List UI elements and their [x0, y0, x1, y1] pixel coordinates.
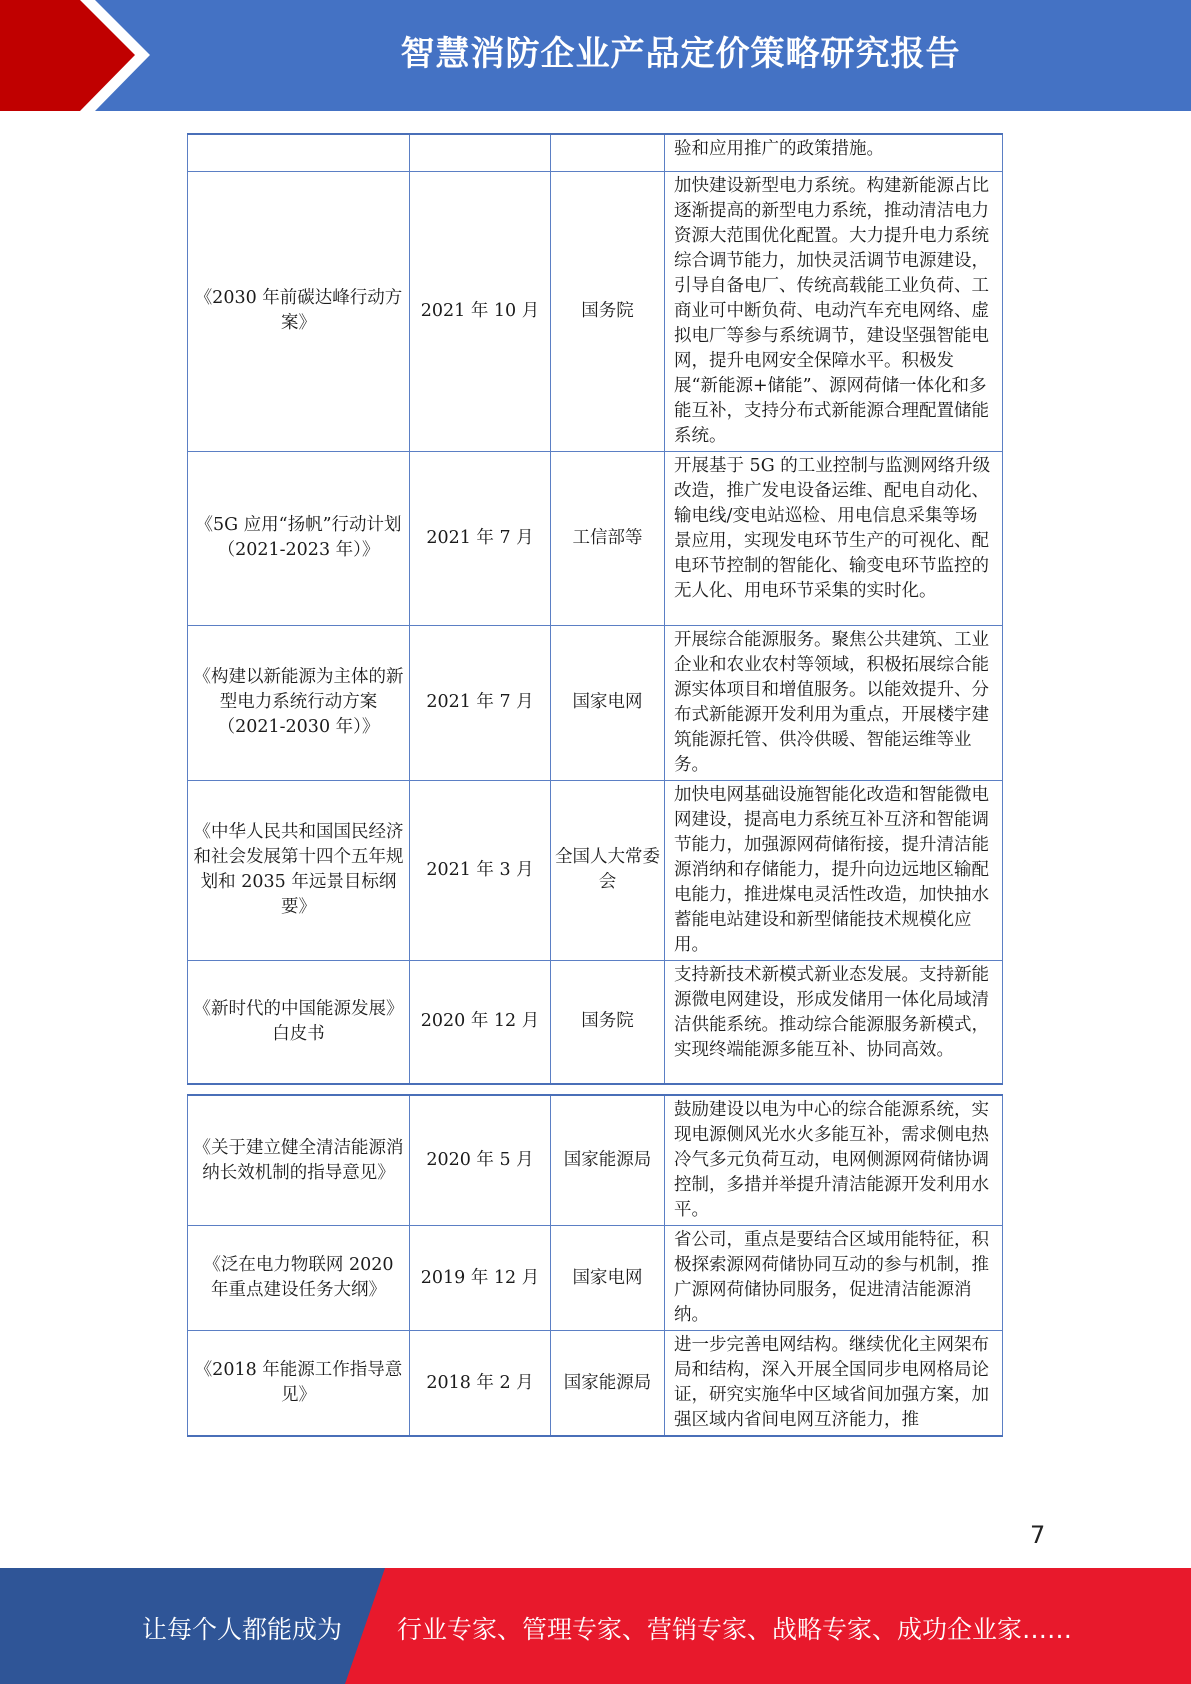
policy-document-cell: 《中华人民共和国国民经济和社会发展第十四个五年规划和 2035 年远景目标纲要》	[188, 780, 410, 960]
policy-content-cell: 开展基于 5G 的工业控制与监测网络升级改造，推广发电设备运维、配电自动化、输电线/变电站巡检、用电信息采集等场景应用，实现发电环节生产的可视化、配电环节控制的智能化、输变电环节监控的无人化、用电环节采集的实时化。	[665, 451, 1003, 625]
policy-content-cell: 支持新技术新模式新业态发展。支持新能源微电网建设，形成发储用一体化局域清洁供能系统。推动综合能源服务新模式，实现终端能源多能互补、协同高效。	[665, 960, 1003, 1084]
policy-document-cell: 《2030 年前碳达峰行动方案》	[188, 171, 410, 451]
table-row	[188, 171, 1003, 451]
table-row	[188, 625, 1003, 780]
policy-date-cell: 2021 年 10 月	[410, 171, 551, 451]
table-row	[188, 451, 1003, 625]
table-row	[188, 1095, 1003, 1226]
policy-date-cell: 2018 年 2 月	[410, 1331, 551, 1437]
policy-content-cell: 进一步完善电网结构。继续优化主网架布局和结构，深入开展全国同步电网格局论证，研究实施华中区域省间加强方案，加强区域内省间电网互济能力，推	[665, 1331, 1003, 1437]
report-title: 智慧消防企业产品定价策略研究报告	[400, 34, 961, 74]
policy-issuer-cell: 国家能源局	[551, 1331, 665, 1437]
page-header	[0, 0, 1191, 111]
table-row	[188, 1226, 1003, 1331]
page-footer	[0, 1568, 1191, 1684]
policy-content-cell: 鼓励建设以电为中心的综合能源系统，实现电源侧风光水火多能互补，需求侧电热冷气多元负荷互动，电网侧源网荷储协调控制，多措并举提升清洁能源开发利用水平。	[665, 1095, 1003, 1226]
table-row	[188, 960, 1003, 1084]
policy-document-cell: 《构建以新能源为主体的新型电力系统行动方案（2021-2030 年）》	[188, 625, 410, 780]
policy-date-cell: 2020 年 5 月	[410, 1095, 551, 1226]
policy-date-cell: 2021 年 7 月	[410, 625, 551, 780]
policy-content-cell: 加快建设新型电力系统。构建新能源占比逐渐提高的新型电力系统，推动清洁电力资源大范围优化配置。大力提升电力系统综合调节能力，加快灵活调节电源建设，引导自备电厂、传统高载能工业负荷、工商业可中断负荷、电动汽车充电网络、虚拟电厂等参与系统调节，建设坚强智能电网，提升电网安全保障水平。积极发展“新能源+储能”、源网荷储一体化和多能互补，支持分布式新能源合理配置储能系统。	[665, 171, 1003, 451]
policy-issuer-cell: 国务院	[551, 960, 665, 1084]
policy-document-cell: 《泛在电力物联网 2020 年重点建设任务大纲》	[188, 1226, 410, 1331]
policy-document-cell: 《2018 年能源工作指导意见》	[188, 1331, 410, 1437]
table-row	[188, 780, 1003, 960]
policy-document-cell	[188, 134, 410, 171]
table-row	[188, 134, 1003, 171]
policy-issuer-cell: 工信部等	[551, 451, 665, 625]
policy-document-cell: 《关于建立健全清洁能源消纳长效机制的指导意见》	[188, 1095, 410, 1226]
policy-date-cell: 2019 年 12 月	[410, 1226, 551, 1331]
policy-table-part-1	[187, 133, 1003, 1085]
policy-document-cell: 《新时代的中国能源发展》白皮书	[188, 960, 410, 1084]
policy-document-cell: 《5G 应用“扬帆”行动计划（2021-2023 年）》	[188, 451, 410, 625]
policy-date-cell: 2020 年 12 月	[410, 960, 551, 1084]
footer-slogan-right: 行业专家、管理专家、营销专家、战略专家、成功企业家……	[397, 1615, 1073, 1644]
policy-content-cell: 开展综合能源服务。聚焦公共建筑、工业企业和农业农村等领域，积极拓展综合能源实体项目和增值服务。以能效提升、分布式新能源开发利用为重点，开展楼宇建筑能源托管、供冷供暖、智能运维等业务。	[665, 625, 1003, 780]
table-row	[188, 1331, 1003, 1437]
policy-table-part-2	[187, 1094, 1003, 1437]
page-number: 7	[1030, 1521, 1046, 1549]
policy-issuer-cell: 国家能源局	[551, 1095, 665, 1226]
policy-date-cell: 2021 年 7 月	[410, 451, 551, 625]
footer-slogan-left: 让每个人都能成为	[142, 1615, 343, 1644]
policy-issuer-cell	[551, 134, 665, 171]
policy-content-cell: 验和应用推广的政策措施。	[665, 134, 1003, 171]
policy-issuer-cell: 国家电网	[551, 1226, 665, 1331]
policy-content-cell: 省公司，重点是要结合区域用能特征，积极探索源网荷储协同互动的参与机制，推广源网荷储协同服务，促进清洁能源消纳。	[665, 1226, 1003, 1331]
policy-date-cell: 2021 年 3 月	[410, 780, 551, 960]
policy-issuer-cell: 国务院	[551, 171, 665, 451]
policy-issuer-cell: 国家电网	[551, 625, 665, 780]
policy-content-cell: 加快电网基础设施智能化改造和智能微电网建设，提高电力系统互补互济和智能调节能力，加强源网荷储衔接，提升清洁能源消纳和存储能力，提升向边远地区输配电能力，推进煤电灵活性改造，加快抽水蓄能电站建设和新型储能技术规模化应用。	[665, 780, 1003, 960]
policy-date-cell	[410, 134, 551, 171]
policy-issuer-cell: 全国人大常委会	[551, 780, 665, 960]
